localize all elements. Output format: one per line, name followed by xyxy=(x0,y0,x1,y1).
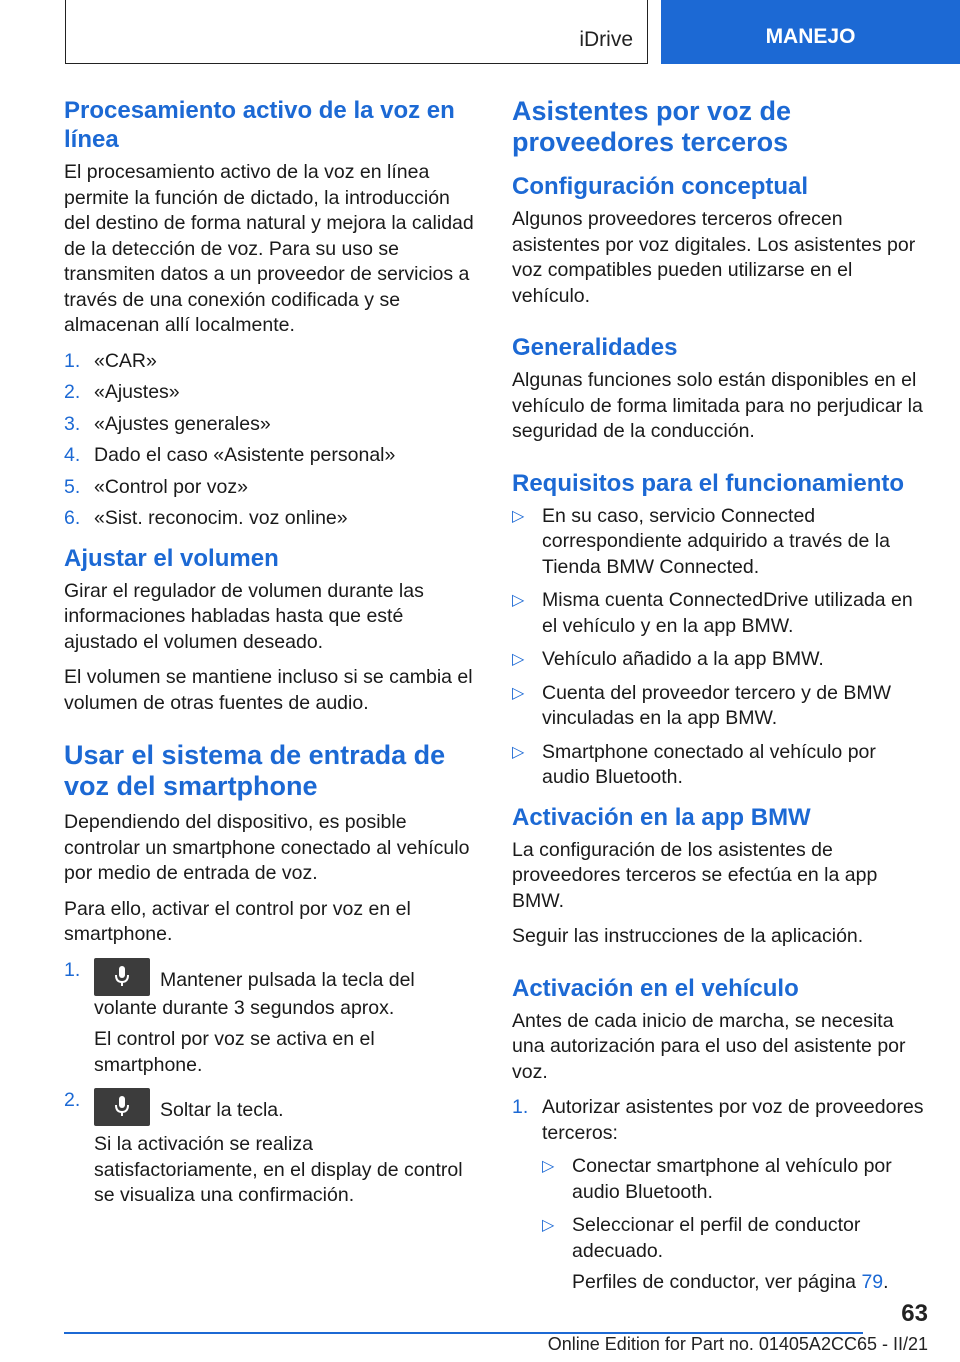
page-header xyxy=(0,0,960,66)
reference-text: Perfiles de conductor, ver página xyxy=(572,1271,857,1293)
requirements-list xyxy=(512,504,927,791)
list-item xyxy=(512,647,927,673)
triangle-bullet-icon: ▷ xyxy=(512,651,525,668)
list-item xyxy=(64,380,480,406)
step-number: 4. xyxy=(64,444,81,466)
list-item xyxy=(64,958,480,1079)
item-text: Smartphone conectado al vehículo por audio Bluetooth. xyxy=(542,740,876,788)
list-item xyxy=(512,740,927,791)
page-number: 63 xyxy=(901,1300,928,1327)
microphone-icon xyxy=(113,1095,131,1119)
paragraph: La configuración de los asistentes de proveedores terceros se efectúa en la app BMW. xyxy=(512,838,878,912)
step-text: Dado el caso «Asistente personal» xyxy=(94,444,396,466)
voice-button-icon xyxy=(94,1088,150,1126)
step-text: «Ajustes generales» xyxy=(94,412,271,435)
page-reference xyxy=(572,1270,927,1296)
header-section-label: iDrive xyxy=(579,28,633,51)
step-text: Mantener pulsada la tecla del volante durante 3 segundos aprox. xyxy=(94,968,415,1019)
page-link[interactable]: 79 xyxy=(861,1271,884,1293)
triangle-bullet-icon: ▷ xyxy=(542,1158,555,1175)
paragraph: Antes de cada inicio de marcha, se necesita una autorización para el uso del asistente por voz. xyxy=(512,1009,906,1083)
list-item xyxy=(542,1213,927,1296)
triangle-bullet-icon: ▷ xyxy=(512,743,525,761)
section-title-third-party-assistants: Asistentes por voz de proveedores terceros xyxy=(512,96,792,157)
triangle-bullet-icon: ▷ xyxy=(512,507,525,525)
section-title-concept: Configuración conceptual xyxy=(512,173,809,200)
paragraph: Algunos proveedores terceros ofrecen asistentes por voz digitales. Los asistentes por voz compatibles pueden utilizarse en el vehículo. xyxy=(512,208,916,307)
list-item xyxy=(542,1154,927,1205)
reference-end: . xyxy=(883,1271,889,1293)
section-title-volume: Ajustar el volumen xyxy=(64,544,279,572)
paragraph: Girar el regulador de volumen durante las informaciones habladas hasta que esté ajustado el volumen deseado. xyxy=(64,579,424,653)
left-column xyxy=(64,96,480,1221)
step-note: El control por voz se activa en el smartphone. xyxy=(94,1028,375,1076)
paragraph: Dependiendo del dispositivo, es posible controlar un smartphone conectado al vehículo por medio de entrada de voz. xyxy=(64,811,470,884)
item-text: Misma cuenta ConnectedDrive utilizada en el vehículo y en la app BMW. xyxy=(542,589,913,637)
list-item xyxy=(64,349,480,375)
step-text: Autorizar asistentes por voz de proveedores terceros: xyxy=(542,1096,924,1144)
step-text: «Ajustes» xyxy=(94,381,180,403)
step-number: 2. xyxy=(64,381,81,403)
step-text: Soltar la tecla. xyxy=(160,1099,284,1121)
step-number: 2. xyxy=(64,1089,81,1111)
section-title-general: Generalidades xyxy=(512,334,678,361)
section-title-smartphone-voice: Usar el sistema de entrada de voz del smartphone xyxy=(64,740,446,801)
list-item xyxy=(512,504,927,581)
item-text: Seleccionar el perfil de conductor adecuado. xyxy=(572,1214,861,1262)
paragraph: Algunas funciones solo están disponibles en el vehículo de forma limitada para no perjudicar la seguridad de la conducción. xyxy=(512,369,923,442)
step-number: 1. xyxy=(64,958,81,981)
item-text: Cuenta del proveedor tercero y de BMW vinculadas en la app BMW. xyxy=(542,681,892,729)
voice-button-icon xyxy=(94,958,150,996)
step-text: «CAR» xyxy=(94,349,157,372)
step-note: Si la activación se realiza satisfactoriamente, en el display de control se visualiza una confirmación. xyxy=(94,1133,463,1206)
header-frame xyxy=(65,0,648,64)
step-number: 5. xyxy=(64,475,81,498)
paragraph: Seguir las instrucciones de la aplicación. xyxy=(512,925,864,947)
smartphone-steps-list xyxy=(64,958,480,1209)
item-text: Conectar smartphone al vehículo por audio Bluetooth. xyxy=(572,1155,892,1203)
step-text: «Sist. reconocim. voz online» xyxy=(94,507,348,529)
section-title-activation-vehicle: Activación en el vehículo xyxy=(512,974,799,1002)
menu-steps-list xyxy=(64,349,480,532)
item-text: En su caso, servicio Connected correspondiente adquirido a través de la Tienda BMW Connected. xyxy=(542,504,890,578)
paragraph: Para ello, activar el control por voz en el smartphone. xyxy=(64,897,411,945)
list-item xyxy=(512,588,927,639)
section-title-requirements: Requisitos para el funcionamiento xyxy=(512,469,905,497)
step-number: 1. xyxy=(512,1096,529,1118)
sub-list xyxy=(542,1154,927,1296)
list-item xyxy=(64,506,480,532)
microphone-icon xyxy=(113,965,131,989)
chapter-tab[interactable]: MANEJO xyxy=(661,0,960,64)
list-item xyxy=(64,475,480,501)
list-item xyxy=(64,1088,480,1209)
step-number: 1. xyxy=(64,349,81,372)
triangle-bullet-icon: ▷ xyxy=(512,592,525,609)
activation-steps-list xyxy=(512,1095,927,1296)
step-number: 6. xyxy=(64,507,81,529)
list-item xyxy=(512,681,927,732)
section-title-activation-app: Activación en la app BMW xyxy=(512,803,811,831)
step-text: «Control por voz» xyxy=(94,475,248,498)
paragraph: El procesamiento activo de la voz en línea permite la función de dictado, la introducción del destino de forma natural y mejora la calidad de la detección de voz. Para su uso se transmiten datos a un proveedor de servicios a través de una conexión codificada y se almacenan allí localmente. xyxy=(64,161,474,336)
edition-note: Online Edition for Part no. 01405A2CC65 - II/21 xyxy=(547,1334,928,1354)
item-text: Vehículo añadido a la app BMW. xyxy=(542,648,824,670)
section-title-online-voice: Procesamiento activo de la voz en línea xyxy=(64,97,455,153)
step-number: 3. xyxy=(64,412,81,435)
triangle-bullet-icon: ▷ xyxy=(542,1217,555,1234)
right-column xyxy=(512,96,927,1308)
list-item xyxy=(512,1095,927,1296)
paragraph: El volumen se mantiene incluso si se cambia el volumen de otras fuentes de audio. xyxy=(64,666,473,714)
list-item xyxy=(64,443,480,469)
triangle-bullet-icon: ▷ xyxy=(512,684,525,702)
list-item xyxy=(64,412,480,438)
